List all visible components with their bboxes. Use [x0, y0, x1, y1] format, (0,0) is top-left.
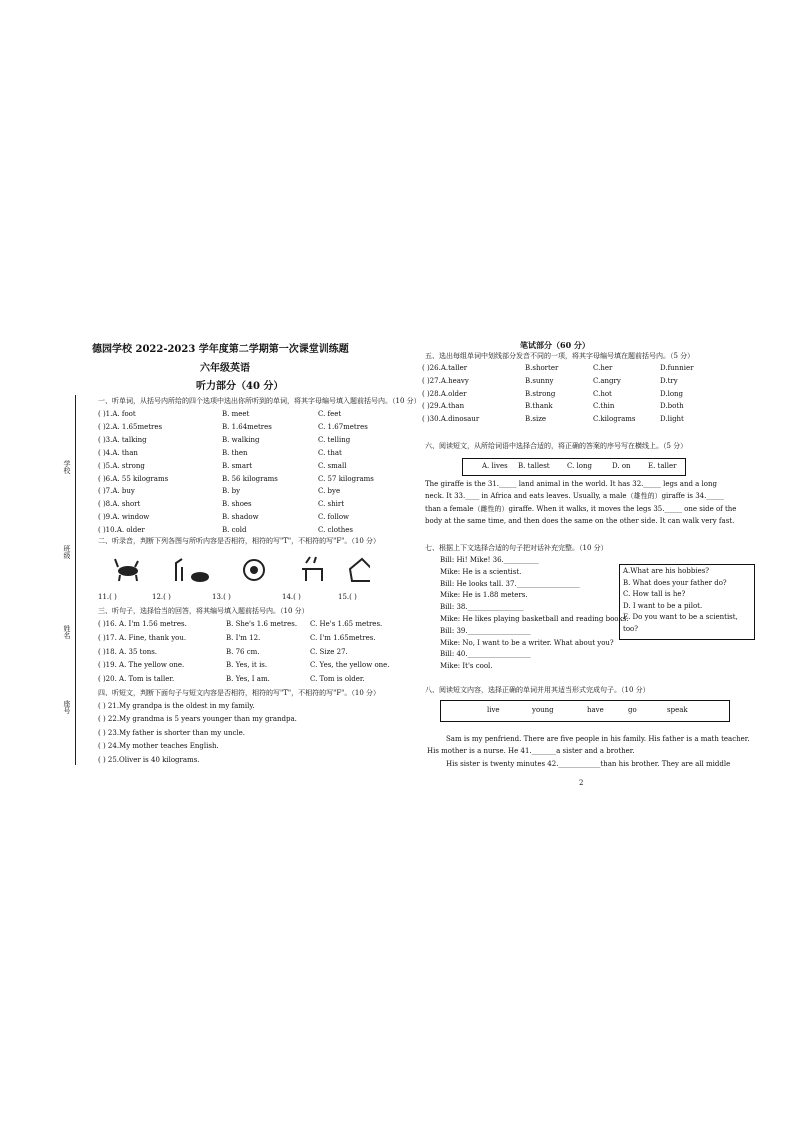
sec1-option-c: C. telling [318, 435, 351, 444]
margin-label-name: 姓名 [63, 625, 71, 639]
sec7-option: too? [623, 625, 638, 633]
sec5-option: D.try [660, 376, 678, 385]
sec1-option-b: B. 1.64metres [222, 422, 272, 431]
sec8-word: speak [667, 706, 688, 714]
sec5-option: B.sunny [525, 376, 554, 385]
deer-picture [302, 557, 322, 581]
sec3-option-c: C. Tom is older. [310, 675, 365, 684]
sec2-answer: 12.( ) [152, 593, 171, 601]
sec5-option: ( )26.A.taller [422, 364, 468, 372]
sec1-question: ( )6.A. 55 kilograms [98, 474, 169, 483]
sec5-option: D.funnier [660, 364, 694, 372]
sec2-answer: 11.( ) [98, 593, 117, 601]
sec6-line: The giraffe is the 31._____ land animal in the world. It has 32._____ legs and a long [425, 480, 718, 488]
sec1-question: ( )3.A. talking [98, 435, 147, 444]
sec7-option: A.What are his hobbies? [623, 567, 710, 575]
sec8-word: young [532, 706, 554, 714]
sec5-option: B.size [525, 415, 547, 424]
sec7-dialog-line: Bill: 40.__________________ [440, 650, 531, 659]
sec8-word: go [628, 706, 637, 714]
section7-instructions: 七、根据上下文选择合适的句子把对话补充完整。（10 分） [425, 544, 608, 552]
sec1-option-c: C. bye [318, 487, 341, 496]
sec7-option: E. Do you want to be a scientist, [623, 613, 738, 622]
sec5-option: ( )28.A.older [422, 389, 467, 398]
sec1-option-c: C. 1.67metres [318, 422, 368, 431]
sec6-word: A. lives [482, 462, 508, 470]
sec1-question: ( )1.A. foot [98, 410, 136, 418]
sec3-option-c: C. Yes, the yellow one. [310, 661, 390, 670]
sec1-question: ( )9.A. window [98, 513, 150, 522]
sec6-word: B. tallest [518, 462, 550, 470]
sec1-option-c: C. follow [318, 513, 350, 522]
binding-line [75, 395, 76, 765]
sec3-question: ( )20. A. Tom is taller. [98, 675, 175, 684]
sec2-answer: 14.( ) [282, 593, 301, 601]
sec5-option: C.thin [593, 402, 615, 411]
sec5-option: C.her [593, 364, 613, 372]
sec5-option: C.kilograms [593, 415, 636, 424]
sec3-question: ( )16. A. I'm 1.56 metres. [98, 620, 187, 628]
sec1-option-b: B. smart [222, 461, 253, 470]
sec3-option-c: C. He's 1.65 metres. [310, 620, 383, 628]
sec8-line: Sam is my penfriend. There are five people in his family. His father is a math teacher. [446, 735, 750, 743]
sec3-option-b: B. She's 1.6 metres. [226, 620, 298, 628]
sec3-option-b: B. 76 cm. [226, 647, 260, 656]
written-heading: 笔试部分（60 分） [520, 340, 590, 350]
sec1-option-b: B. walking [222, 435, 260, 444]
grade-heading: 六年级英语 [200, 363, 250, 374]
sec6-line: than a female（雌性的）giraffe. When it walks, it moves the legs 35._____ one side of the [425, 504, 737, 513]
sec7-dialog-line: Mike: It's cool. [440, 662, 493, 671]
sec4-statement: ( ) 22.My grandma is 5 years younger than my grandpa. [98, 715, 297, 724]
section3-instructions: 三、听句子，选择恰当的回答，将其编号填入题前括号内。（10 分） [98, 607, 309, 615]
sec3-option-c: C. I'm 1.65metres. [310, 633, 376, 642]
sec7-dialog-line: Mike: He likes playing basketball and reading books. [440, 615, 629, 623]
sec5-option: D.light [660, 415, 684, 424]
sec7-option: C. How tall is he? [623, 590, 686, 599]
margin-label-school: 学校 [63, 460, 71, 474]
exam-title: 德园学校 2022-2023 学年度第二学期第一次课堂训练题 [92, 344, 349, 355]
sec1-question: ( )2.A. 1.65metres [98, 422, 163, 431]
sec5-option: B.thank [525, 402, 553, 411]
sec5-option: D.long [660, 389, 684, 398]
sec6-word: C. long [567, 462, 592, 470]
sec3-question: ( )18. A. 35 tons. [98, 647, 158, 656]
sec7-dialog-line: Bill: Hi! Mike! 36.__________ [440, 556, 539, 564]
sec7-dialog-line: Mike: He is 1.88 meters. [440, 591, 528, 600]
sec1-question: ( )10.A. older [98, 526, 145, 535]
sec5-option: ( )30.A.dinosaur [422, 415, 480, 424]
sec4-statement: ( ) 24.My mother teaches English. [98, 742, 219, 751]
sec7-dialog-line: Bill: He looks tall. 37.__________________ [440, 579, 580, 588]
sec7-dialog-line: Mike: He is a scientist. [440, 567, 522, 576]
sec6-word: D. on [612, 462, 631, 470]
sec7-dialog-line: Bill: 38.________________ [440, 603, 524, 612]
section8-instructions: 八、阅读短文内容，选择正确的单词并用其适当形式完成句子。（10 分） [425, 686, 650, 694]
sec6-line: body at the same time, and then does the same on the other side. It can walk very fast. [425, 517, 735, 526]
sec3-option-b: B. Yes, it is. [226, 661, 268, 670]
sec7-option: D. I want to be a pilot. [623, 601, 703, 610]
sec3-question: ( )19. A. The yellow one. [98, 661, 185, 670]
sec1-option-c: C. small [318, 461, 347, 470]
house-picture [350, 559, 370, 581]
ball-picture [244, 560, 264, 580]
sec1-question: ( )8.A. short [98, 500, 141, 509]
sec3-option-b: B. I'm 12. [226, 633, 261, 642]
sec5-option: D.both [660, 402, 684, 411]
sec1-option-b: B. meet [222, 410, 250, 418]
listening-heading: 听力部分（40 分） [196, 381, 284, 392]
section4-instructions: 四、听短文，判断下面句子与短文内容是否相符，相符的写"T"，不相符的写"F"。（10 分） [98, 689, 381, 697]
sec8-word: have [587, 706, 604, 714]
section2-instructions: 二、听录音，判断下列各图与所听内容是否相符，相符的写"T"，不相符的写"F"。（10 分） [98, 537, 381, 545]
sec6-line: neck. It 33.____ in Africa and eats leaves. Usually, a male（雄性的）giraffe is 34._____ [425, 492, 724, 501]
sec4-statement: ( ) 21.My grandpa is the oldest in my family. [98, 702, 255, 710]
sec8-word: live [487, 706, 500, 714]
sec2-answer: 13.( ) [212, 593, 231, 601]
sec1-option-b: B. by [222, 487, 241, 496]
sec8-line: His sister is twenty minutes 42.____________than his brother. They are all middle [446, 760, 731, 768]
section1-instructions: 一、听单词，从括号内所给的四个选项中选出你所听到的单词，将其字母编号填入题前括号内。（10 分） [98, 397, 421, 405]
sec1-question: ( )5.A. strong [98, 461, 145, 470]
margin-label-seat: 座号 [63, 700, 71, 714]
margin-label-class: 班级 [63, 545, 71, 559]
sec5-option: B.shorter [525, 364, 559, 372]
sec7-option: B. What does your father do? [623, 578, 727, 587]
section6-instructions: 六、阅读短文，从所给词语中选择合适的，将正确的答案的序号写在横线上。（5 分） [425, 442, 688, 450]
sec1-option-c: C. clothes [318, 526, 353, 535]
sec7-dialog-line: Mike: No, I want to be a writer. What about you? [440, 638, 614, 647]
sec8-line: His mother is a nurse. He 41._______a sister and a brother. [427, 747, 635, 755]
page-number: 2 [579, 779, 584, 787]
sec4-statement: ( ) 25.Oliver is 40 kilograms. [98, 755, 200, 764]
section2-pictures [110, 555, 370, 585]
sec1-option-c: C. shirt [318, 500, 345, 509]
sec1-option-b: B. 56 kilograms [222, 474, 278, 483]
sec1-question: ( )4.A. than [98, 448, 138, 457]
sec1-option-c: C. 57 kilograms [318, 474, 374, 483]
sec1-option-b: B. shoes [222, 500, 252, 509]
sec3-option-c: C. Size 27. [310, 647, 348, 656]
sec6-word: E. taller [648, 462, 677, 470]
sec5-option: ( )29.A.than [422, 402, 465, 411]
sec7-dialog-line: Bill: 39.__________________ [440, 626, 531, 635]
section5-instructions: 五、选出每组单词中划线部分发音不同的一项，将其字母编号填在题前括号内。（5 分） [425, 352, 695, 360]
sec5-option: C.angry [593, 376, 621, 385]
sec4-statement: ( ) 23.My father is shorter than my uncle. [98, 728, 246, 737]
giraffe-picture [176, 559, 208, 581]
sec3-question: ( )17. A. Fine, thank you. [98, 633, 187, 642]
sec1-option-b: B. shadow [222, 513, 259, 522]
sec3-option-b: B. Yes, I am. [226, 675, 270, 684]
sec5-option: B.strong [525, 389, 556, 398]
sec5-option: C.hot [593, 389, 612, 398]
animal-picture-1 [115, 559, 138, 581]
sec5-option: ( )27.A.heavy [422, 376, 469, 385]
sec1-option-b: B. then [222, 448, 248, 457]
sec1-question: ( )7.A. buy [98, 487, 135, 496]
sec2-answer: 15.( ) [338, 593, 357, 601]
sec1-option-b: B. cold [222, 526, 247, 535]
sec1-option-c: C. that [318, 448, 342, 457]
sec1-option-c: C. feet [318, 410, 342, 418]
